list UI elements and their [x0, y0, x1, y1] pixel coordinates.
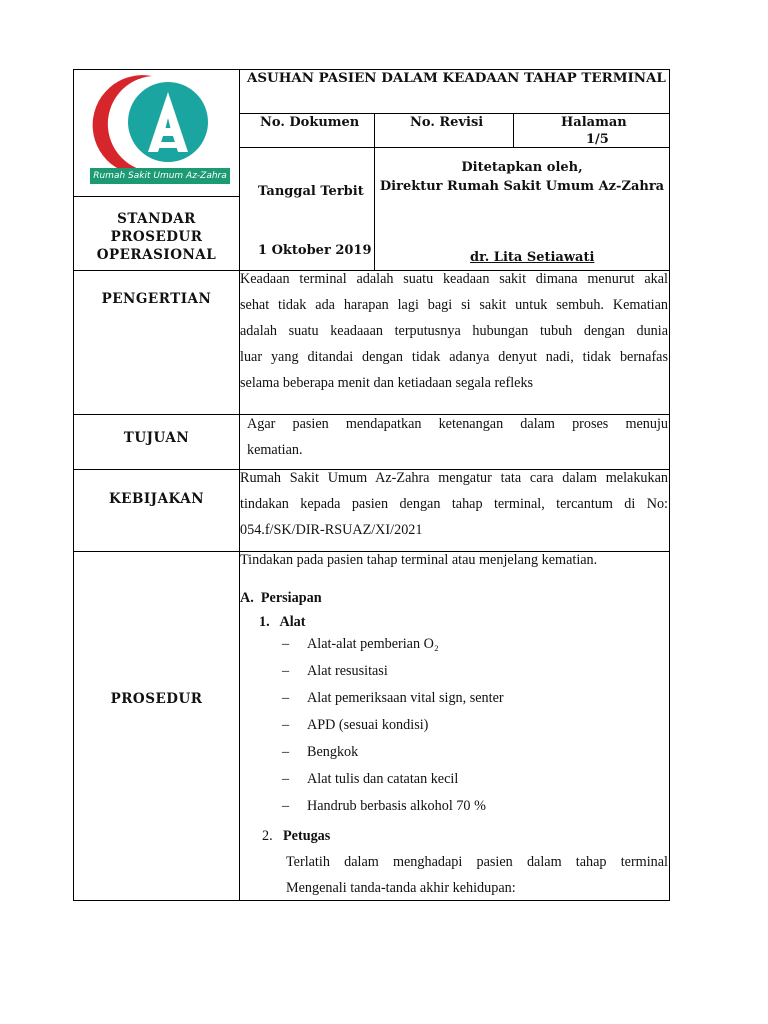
no-revisi-label: No. Revisi: [410, 115, 484, 130]
tujuan-label: TUJUAN: [123, 430, 190, 446]
petugas-text: [286, 849, 668, 901]
sop-label: [74, 210, 239, 264]
tujuan-line: kematian.: [247, 442, 303, 458]
kebijakan-line: 054.f/SK/DIR-RSUAZ/XI/2021: [240, 522, 423, 538]
alat-item-text: Bengkok: [307, 744, 359, 760]
persiapan-heading: A. Persiapan: [240, 590, 322, 606]
dash-bullet-icon: –: [282, 690, 290, 706]
sop-label-line3: OPERASIONAL: [96, 247, 217, 263]
alat-item-text: Alat-alat pemberian O₂: [307, 636, 439, 652]
ditetapkan-line2: Direktur Rumah Sakit Umum Az-Zahra: [379, 179, 665, 194]
pengertian-text: [240, 266, 668, 396]
ditetapkan-oleh: [375, 158, 669, 196]
alat-item-text: Alat tulis dan catatan kecil: [307, 771, 459, 787]
halaman-value: 1/5: [586, 132, 609, 147]
pengertian-line: Keadaan terminal adalah suatu keadaan sakit dimana menurut akal: [240, 271, 668, 287]
kebijakan-line: tindakan kepada pasien dengan tahap terminal, tercantum di No:: [240, 496, 668, 512]
pengertian-label: PENGERTIAN: [101, 291, 212, 307]
alat-item-text: Alat resusitasi: [307, 663, 388, 679]
pengertian-line: luar yang ditandai dengan tidak adanya denyut nadi, tidak bernafas: [240, 349, 668, 365]
dash-bullet-icon: –: [282, 744, 290, 760]
no-dokumen-label: No. Dokumen: [260, 115, 360, 130]
document-title: ASUHAN PASIEN DALAM KEADAAN TAHAP TERMINAL: [247, 70, 666, 86]
tujuan-text: [247, 411, 668, 463]
dash-bullet-icon: –: [282, 717, 290, 733]
alat-item-text: Alat pemeriksaan vital sign, senter: [307, 690, 504, 706]
dash-bullet-icon: –: [282, 636, 290, 652]
pengertian-line: adalah suatu keadaaan terputusnya hubungan tubuh dengan dunia: [240, 323, 668, 339]
petugas-line: Mengenali tanda-tanda akhir kehidupan:: [286, 880, 516, 896]
petugas-number: 2.: [262, 828, 273, 844]
alat-heading: 1. Alat: [259, 614, 306, 630]
hospital-name-banner-text: Rumah Sakit Umum Az-Zahra: [93, 171, 227, 181]
ditetapkan-line1: Ditetapkan oleh,: [461, 160, 583, 175]
prosedur-label: PROSEDUR: [110, 691, 203, 707]
pengertian-line: sehat tidak ada harapan lagi bagi si sakit untuk sembuh. Kematian: [240, 297, 668, 313]
kebijakan-line: Rumah Sakit Umum Az-Zahra mengatur tata cara dalam melakukan: [240, 470, 668, 486]
petugas-line: Terlatih dalam menghadapi pasien dalam tahap terminal: [286, 854, 668, 870]
tanggal-terbit-value: 1 Oktober 2019: [258, 243, 372, 258]
sop-label-line1: STANDAR: [117, 211, 196, 227]
tujuan-line: Agar pasien mendapatkan ketenangan dalam proses menuju: [247, 416, 668, 432]
tanggal-terbit-label: Tanggal Terbit: [258, 184, 364, 199]
sop-label-line2: PROSEDUR: [110, 229, 203, 245]
halaman-label: Halaman: [561, 115, 627, 130]
pengertian-line: selama beberapa menit dan ketiadaan segala refleks: [240, 375, 534, 391]
dash-bullet-icon: –: [282, 771, 290, 787]
dash-bullet-icon: –: [282, 663, 290, 679]
petugas-heading: Petugas: [283, 828, 331, 844]
alat-item-text: Handrub berbasis alkohol 70 %: [307, 798, 486, 814]
alat-item-text: APD (sesuai kondisi): [307, 717, 429, 733]
hospital-logo: [90, 72, 230, 190]
signatory-name: dr. Lita Setiawati: [470, 250, 595, 265]
dash-bullet-icon: –: [282, 798, 290, 814]
kebijakan-text: [240, 465, 668, 543]
prosedur-intro: Tindakan pada pasien tahap terminal atau menjelang kematian.: [240, 552, 598, 568]
kebijakan-label: KEBIJAKAN: [108, 491, 205, 507]
